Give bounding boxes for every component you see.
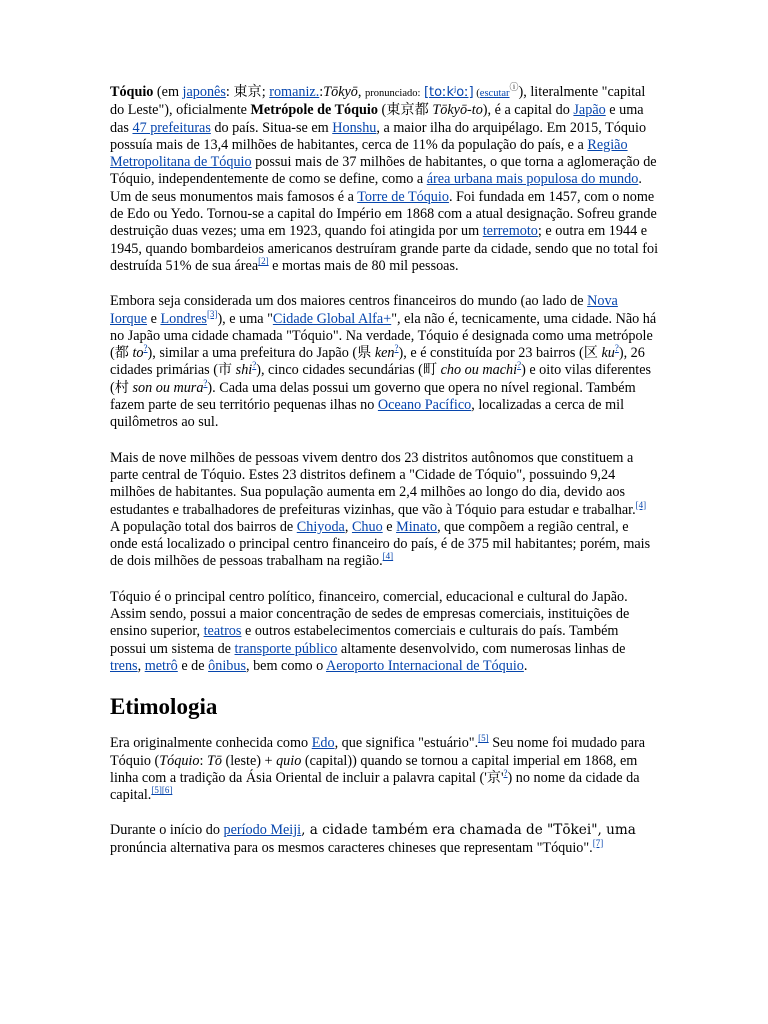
link-47-prefeituras[interactable]: 47 prefeituras [132,119,211,136]
link-cidade-global[interactable]: Cidade Global Alfa+ [272,310,392,327]
help-link[interactable]: ? [252,360,257,371]
reference-link-5-6[interactable]: [5][6] [151,785,173,796]
link-minato[interactable]: Minato [396,518,438,535]
link-londres[interactable]: Londres [160,310,207,327]
help-link[interactable]: ? [203,377,208,388]
link-edo[interactable]: Edo [311,735,335,752]
link-metro[interactable]: metrô [144,657,178,674]
link-oceano-pacifico[interactable]: Oceano Pacífico [377,397,472,414]
link-chuo[interactable]: Chuo [351,518,383,535]
link-torre-de-toquio[interactable]: Torre de Tóquio [357,188,449,205]
listen-audio-link[interactable]: escutar [479,88,510,99]
reference-link-4[interactable]: [4] [635,499,647,510]
culture-paragraph: Tóquio é o principal centro político, financeiro, comercial, educacional e cultural do Japão. Assim sendo, possui a maior concentração de sedes de empresas comerciais, instituições de ensino superior, teatros e outros estabelecimentos comerciais e culturais do país. Também possui um sistema de transporte público altamente desenvolvido, com numerosas linhas de trens, metrô e de ônibus, bem como o Aeroporto Internacional de Tóquio. [110,588,630,674]
link-aeroporto[interactable]: Aeroporto Internacional de Tóquio [325,657,524,674]
pronunciation-label: pronunciado: [365,88,421,99]
help-link[interactable]: ? [503,767,508,778]
article-title-term: Tóquio [110,84,154,100]
section-heading-etimologia: Etimologia [110,694,218,720]
link-area-urbana[interactable]: área urbana mais populosa do mundo [426,171,639,188]
etymology-paragraph: Era originalmente conhecida como Edo, que significa "estuário".[5] Seu nome foi mudado para Tóquio (Tóquio: Tō (leste) + quio (capital)) quando se tornou a capital imperial em 1868, em linha com a tradição da Ásia Oriental de incluir a palavra capital ('京'?) no nome da cidade da capital.[5][6] [110,733,646,804]
link-romanizacao[interactable]: romaniz. [269,84,320,100]
help-link[interactable]: ? [143,343,148,354]
link-periodo-meiji[interactable]: período Meiji [223,822,302,839]
districts-paragraph: Mais de nove milhões de pessoas vivem dentro dos 23 distritos autônomos que constituem a parte central de Tóquio. Estes 23 distritos definem a "Cidade de Tóquio", possuindo 9,24 milhões de habitantes. Sua população aumenta em 2,4 milhões ao longo do dia, devido aos estudantes e trabalhadores de prefeituras vizinhas, que vão à Tóquio para estudar e trabalhar.[4] A população total dos bairros de Chiyoda, Chuo e Minato, que compõem a região central, e onde está localizado o principal centro financeiro do país, é de 375 mil habitantes; porém, mais de dois milhões de pessoas trabalham na região.[4] [110,449,651,570]
link-teatros[interactable]: teatros [203,623,242,640]
reference-link-2[interactable]: [2] [258,255,269,266]
link-trens[interactable]: trens [110,657,138,674]
link-transporte-publico[interactable]: transporte público [234,640,338,657]
link-japao[interactable]: Japão [573,102,606,119]
link-regiao-metropolitana[interactable]: Região Metropolitana de Tóquio [110,136,628,171]
link-japones[interactable]: japonês [182,84,226,100]
audio-info-icon[interactable]: ⓘ [509,82,519,92]
reference-link-4[interactable]: [4] [382,551,394,562]
article-body [110,84,658,875]
ipa-link[interactable]: [toːkʲoː] [423,85,474,100]
reference-link-5[interactable]: [5] [478,733,489,744]
help-link[interactable]: ? [394,343,399,354]
intro-paragraph: Tóquio (em japonês: 東京; romaniz.:Tōkyō, pronunciado: [toːkʲoː] (escutarⓘ), literalmente "capital do Leste"), oficialmente Metrópole de Tóquio (東京都 Tōkyō-to), é a capital do Japão e uma das 47 prefeituras do país. Situa-se em Honshu, a maior ilha do arquipélago. Em 2015, Tóquio possuía mais de 13,4 milhões de habitantes, cerca de 11% da população do país, e a Região Metropolitana de Tóquio possui mais de 37 milhões de habitantes, o que torna a aglomeração de Tóquio, independentemente de como se define, como a área urbana mais populosa do mundo. Um de seus monumentos mais famosos é a Torre de Tóquio. Foi fundada em 1457, com o nome de Edo ou Yedo. Tornou-se a capital do Império em 1868 com a atual designação. Sofreu grande destruição duas vezes; uma em 1923, quando foi atingida por um terremoto; e outra em 1944 e 1945, quando bombardeios americanos destruíram grande parte da cidade, sendo que no total foi destruída 51% de sua área[2] e mortas mais de 80 mil pessoas. [110,82,659,274]
link-honshu[interactable]: Honshu [332,119,377,136]
administration-paragraph: Embora seja considerada um dos maiores centros financeiros do mundo (ao lado de Nova Iorque e Londres[3]), e uma "Cidade Global Alfa+", ela não é, tecnicamente, uma cidade. Não há no Japão uma cidade chamada "Tóquio". Na verdade, Tóquio é designada como uma metrópole (都 to?), similar a uma prefeitura do Japão (県 ken?), e é constituída por 23 bairros (区 ku?), 26 cidades primárias (市 shi?), cinco cidades secundárias (町 cho ou machi?) e oito vilas diferentes (村 son ou mura?). Cada uma delas possui um governo que opera no nível regional. Também fazem parte de seu território pequenas ilhas no Oceano Pacífico, localizadas a cerca de mil quilômetros ao sul. [110,293,657,431]
reference-link-3[interactable]: [3] [206,308,218,319]
meiji-paragraph: Durante o início do período Meiji, a cidade também era chamada de "Tōkei", uma pronúncia alternativa para os mesmos caracteres chineses que representam "Tóquio".[7] [110,822,636,856]
link-nova-iorque[interactable]: Nova Iorque [110,293,618,327]
link-chiyoda[interactable]: Chiyoda [296,518,345,535]
help-link[interactable]: ? [614,343,619,354]
link-onibus[interactable]: ônibus [208,657,246,674]
reference-link-7[interactable]: [7] [592,837,604,848]
help-link[interactable]: ? [517,360,522,371]
link-terremoto[interactable]: terremoto [482,223,538,240]
